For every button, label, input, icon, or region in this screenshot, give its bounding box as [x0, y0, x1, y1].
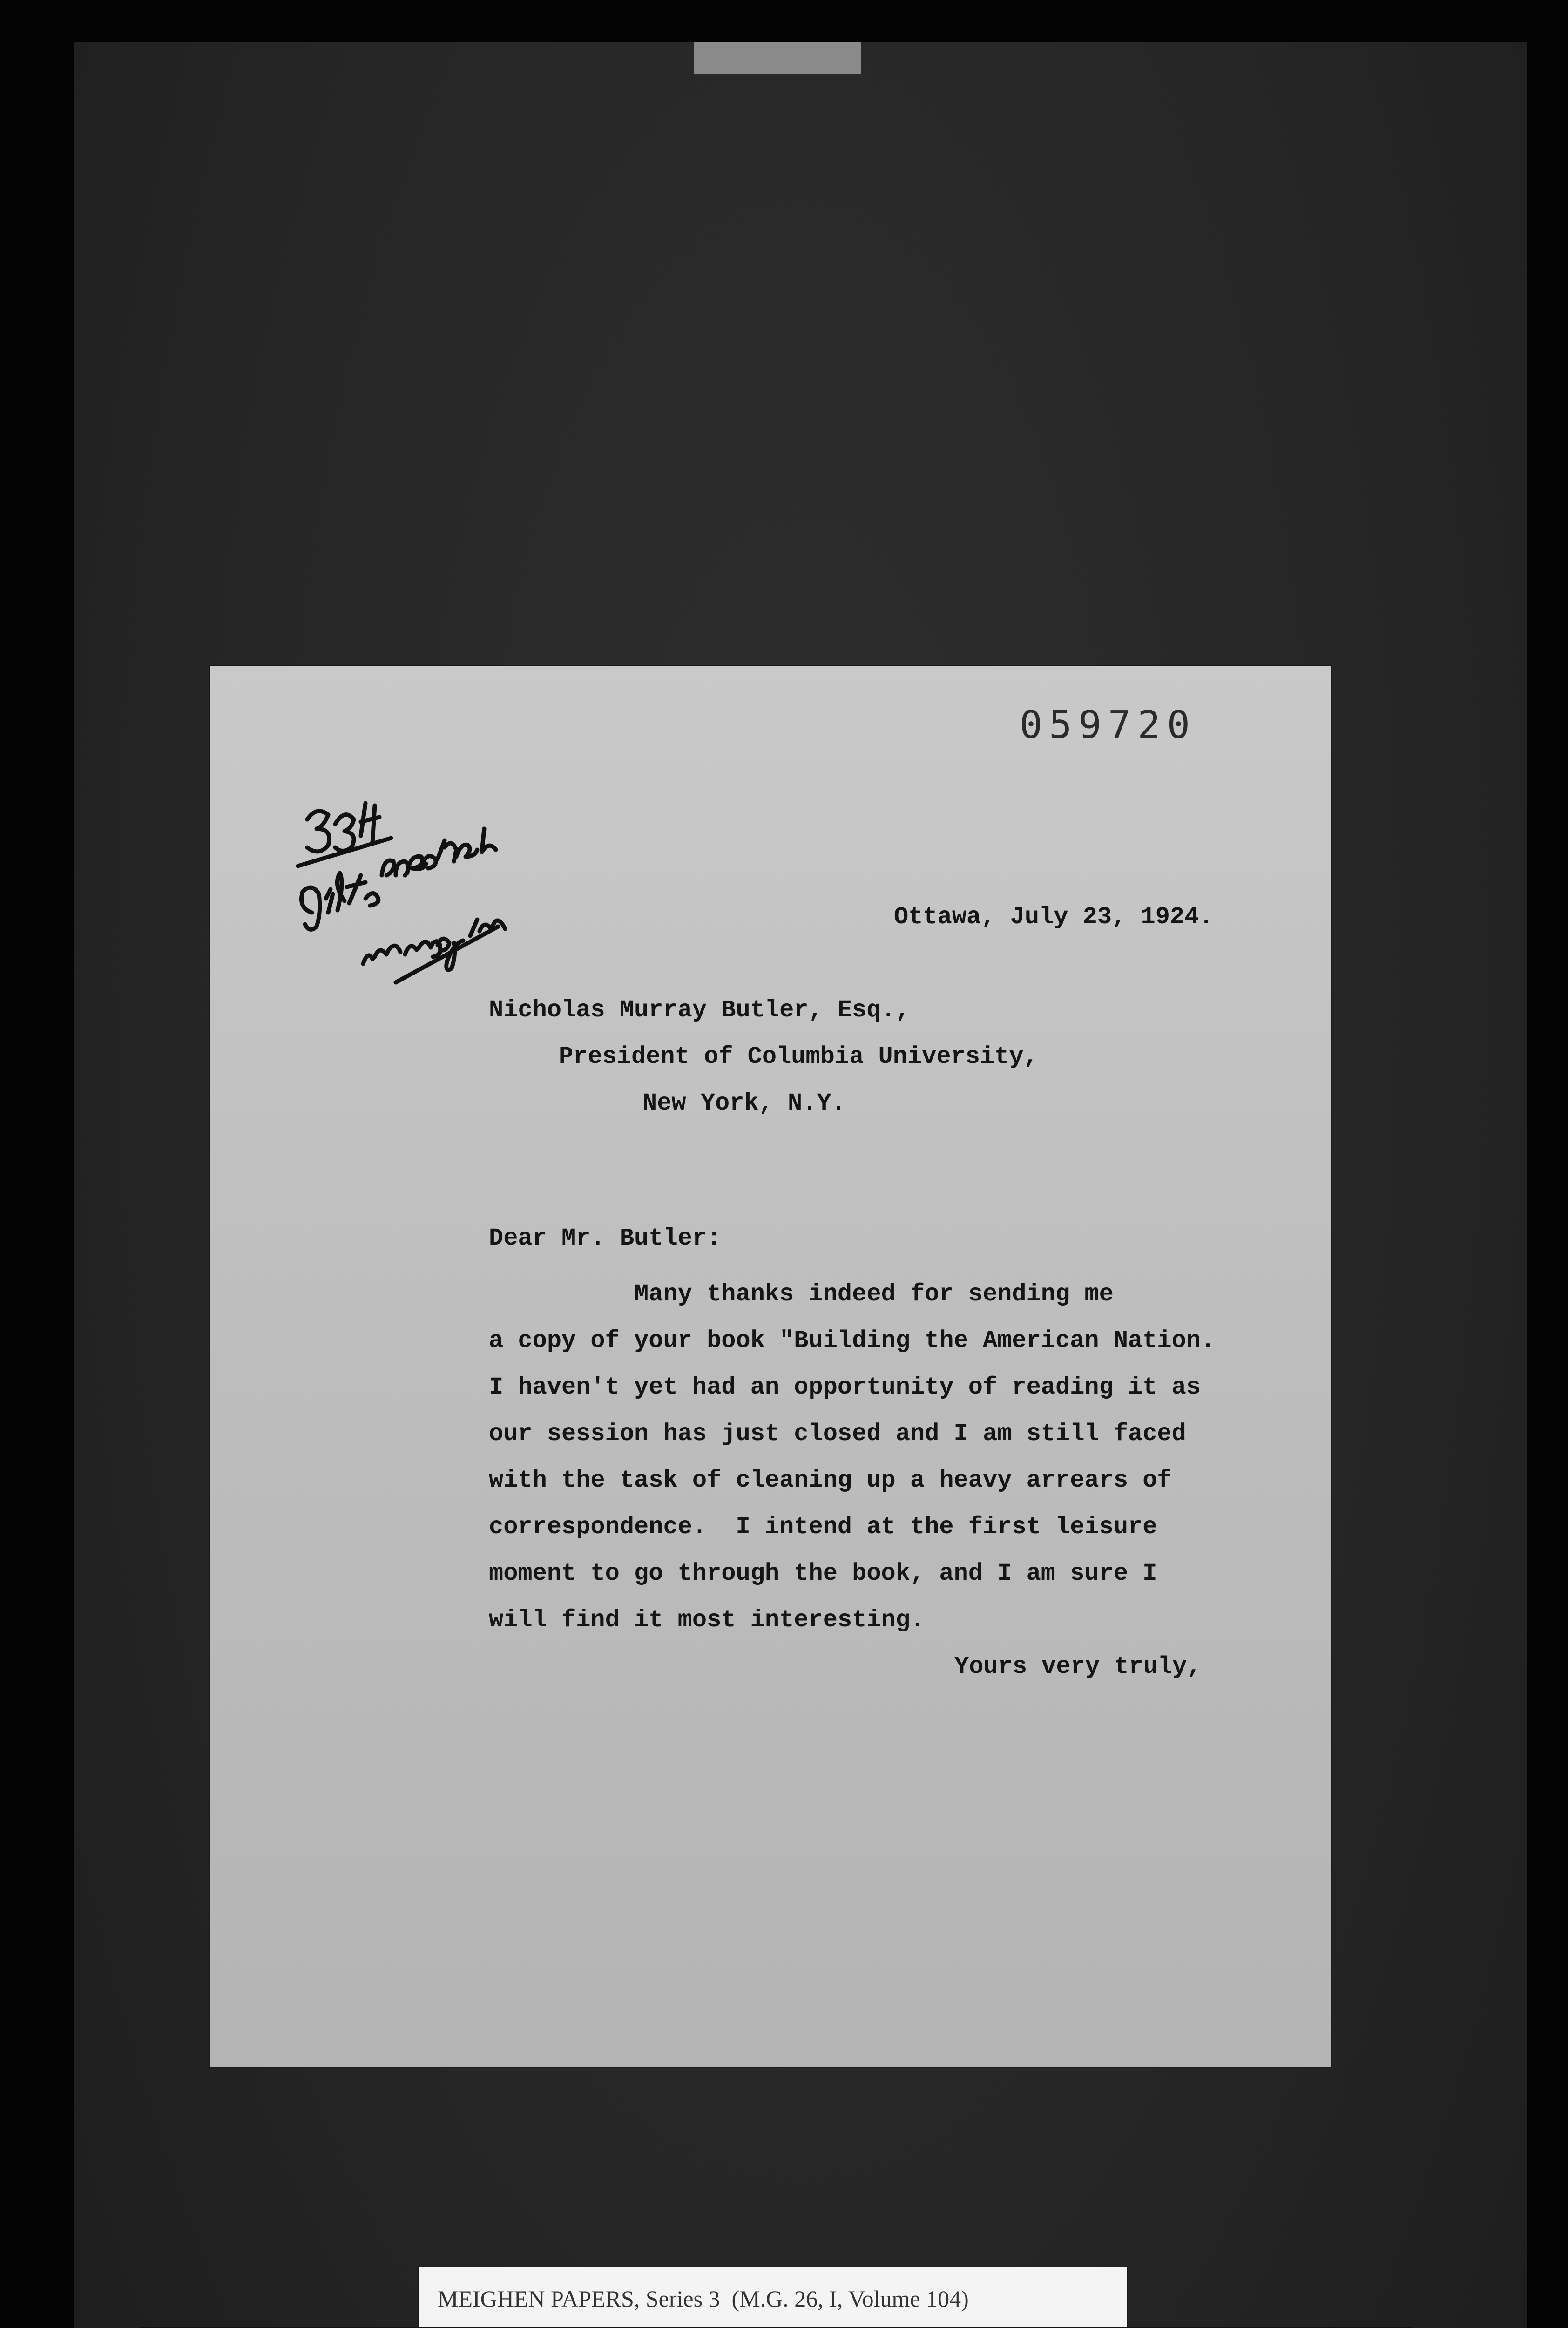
- mounting-tab: [694, 42, 861, 74]
- body-line: our session has just closed and I am still faced: [489, 1420, 1186, 1448]
- collection-label: [419, 2267, 1127, 2328]
- salutation: Dear Mr. Butler:: [489, 1225, 722, 1252]
- addressee-title: President of Columbia University,: [559, 1043, 1038, 1070]
- reference-number: 059720: [1019, 703, 1196, 747]
- handwritten-annotation: [279, 759, 521, 1001]
- body-line: with the task of cleaning up a heavy arrears of: [489, 1467, 1172, 1494]
- date-line: Ottawa, July 23, 1924.: [894, 903, 1214, 931]
- letter-page: [210, 666, 1331, 2067]
- closing: Yours very truly,: [954, 1653, 1202, 1680]
- collection-label-text: MEIGHEN PAPERS, Series 3 (M.G. 26, I, Volume 104): [438, 2286, 969, 2312]
- body-line: will find it most interesting.: [489, 1606, 925, 1634]
- addressee-location: New York, N.Y.: [642, 1090, 846, 1117]
- body-line: I haven't yet had an opportunity of reading it as: [489, 1374, 1201, 1401]
- addressee-name: Nicholas Murray Butler, Esq.,: [489, 996, 910, 1024]
- body-line: moment to go through the book, and I am sure I: [489, 1560, 1157, 1587]
- body-line: correspondence. I intend at the first leisure: [489, 1513, 1157, 1541]
- body-line: a copy of your book "Building the American Nation.: [489, 1327, 1216, 1354]
- body-line: Many thanks indeed for sending me: [489, 1280, 1114, 1308]
- letter-body: [489, 1271, 1234, 1644]
